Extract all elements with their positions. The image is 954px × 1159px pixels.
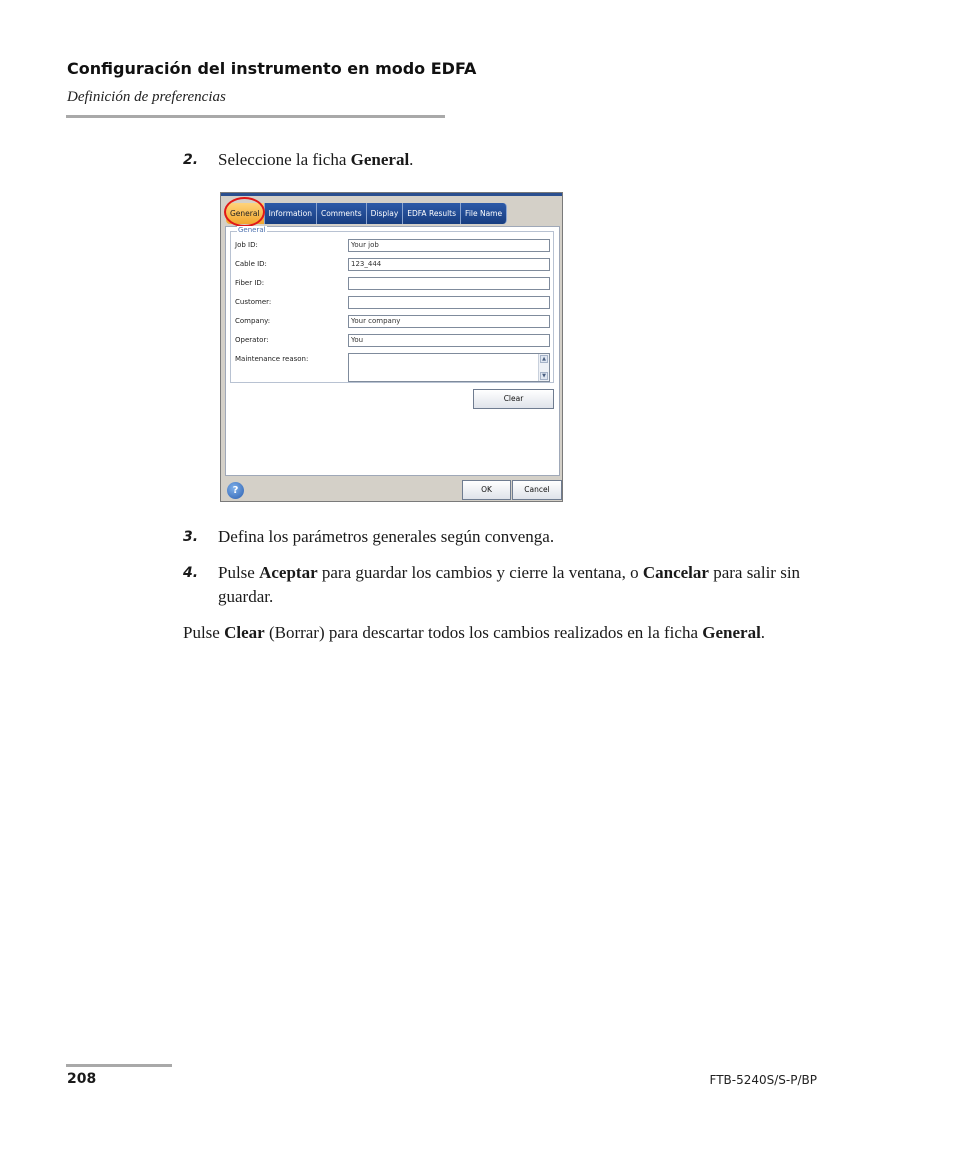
job-id-label: Job ID: [235,241,258,249]
dialog-top-border [221,193,562,196]
maintenance-reason-label: Maintenance reason: [235,355,309,363]
page-number: 208 [67,1071,97,1087]
clear-button[interactable]: Clear [473,389,554,409]
step-text: Defina los parámetros generales según convenga. [218,527,555,546]
step-text-part: . [409,150,414,169]
cable-id-label: Cable ID: [235,260,267,268]
scroll-down-icon[interactable]: ▼ [540,372,548,380]
footer-rule [66,1064,172,1067]
step-text-bold: General [350,150,410,169]
step-text-bold: Cancelar [642,563,709,582]
company-field[interactable]: Your company [348,315,550,328]
customer-label: Customer: [235,298,272,306]
tab-bar [226,203,507,224]
header-rule [66,115,445,118]
preferences-dialog-screenshot [220,192,563,502]
fiber-id-label: Fiber ID: [235,279,265,287]
note-text-part: Pulse [183,623,225,642]
ok-button[interactable]: OK [462,480,511,500]
job-id-field[interactable]: Your job [348,239,550,252]
step-text-part: Pulse [218,563,260,582]
customer-field[interactable] [348,296,550,309]
help-icon[interactable]: ? [227,482,244,499]
page-header-subtitle: Definición de preferencias [67,89,226,105]
operator-label: Operator: [235,336,269,344]
textarea-scrollbar[interactable] [538,354,549,381]
tab-information[interactable]: Information [265,203,317,224]
step-number: 2. [183,152,199,168]
groupbox-label: General [238,226,266,234]
note-text-part: (Borrar) para descartar todos los cambios realizados en la ficha [264,623,703,642]
operator-field[interactable]: You [348,334,550,347]
note-text-bold: General [702,623,761,642]
clear-note [183,620,803,645]
tab-general[interactable]: General [226,203,265,224]
step-text [218,148,828,172]
tab-comments[interactable]: Comments [317,203,367,224]
step-text-part: para salir sin guardar. [218,563,801,606]
product-model: FTB-5240S/S-P/BP [709,1073,817,1087]
general-panel [225,226,560,476]
highlight-circle [224,197,265,227]
step-text-part: Seleccione la ficha [218,150,351,169]
fiber-id-field[interactable] [348,277,550,290]
step-text-bold: Aceptar [259,563,318,582]
note-text-bold: Clear [224,623,265,642]
tab-edfa-results[interactable]: EDFA Results [403,203,461,224]
scroll-up-icon[interactable]: ▲ [540,355,548,363]
tab-display[interactable]: Display [367,203,404,224]
cable-id-field[interactable]: 123_444 [348,258,550,271]
cancel-button[interactable]: Cancel [512,480,562,500]
maintenance-reason-field[interactable] [348,353,550,382]
step-text [218,561,828,609]
step-text-part: para guardar los cambios y cierre la ventana, o [317,563,643,582]
step-number: 3. [183,529,199,545]
step-number: 4. [183,565,199,581]
company-label: Company: [235,317,271,325]
general-groupbox [230,226,554,383]
page-header-title: Configuración del instrumento en modo EDFA [67,59,477,78]
tab-file-name[interactable]: File Name [461,203,507,224]
note-text-part: . [760,623,766,642]
